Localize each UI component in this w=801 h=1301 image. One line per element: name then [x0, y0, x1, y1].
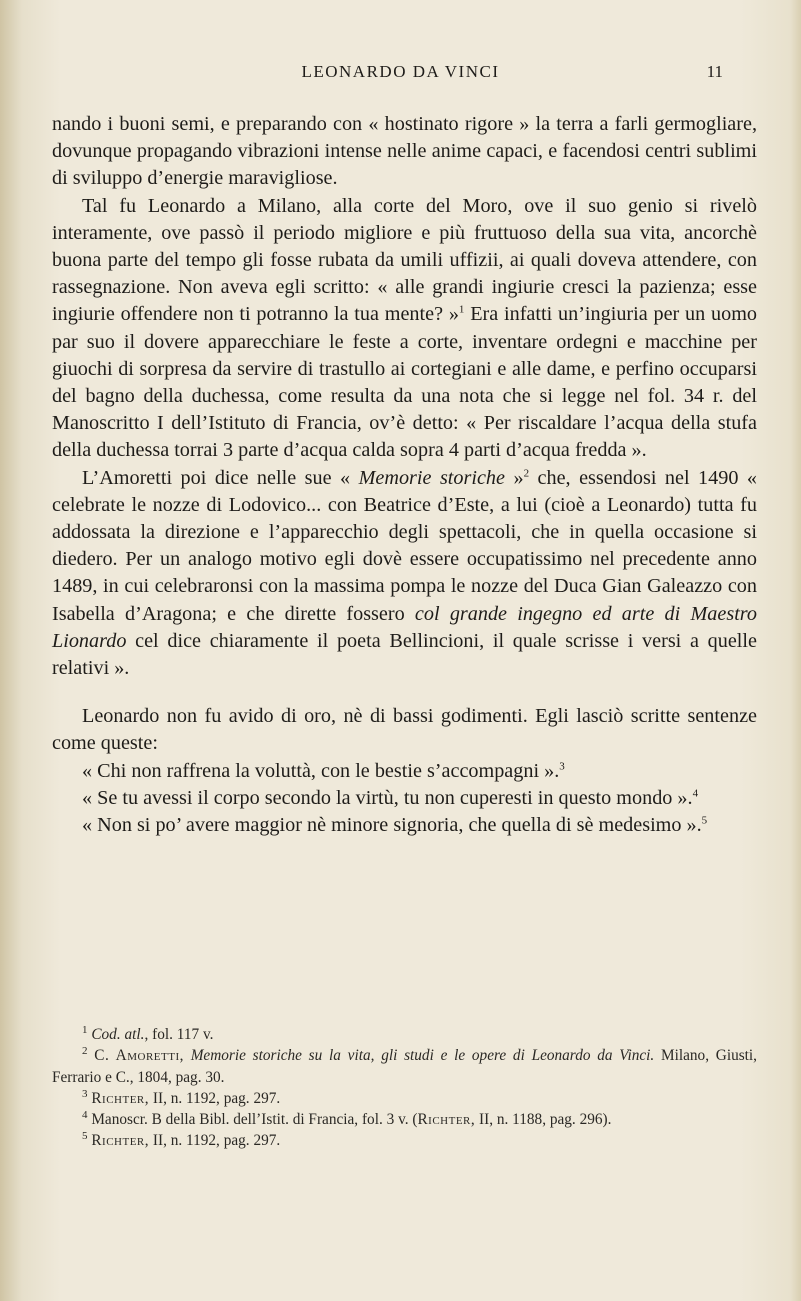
quote-1-text: « Chi non raffrena la voluttà, con le bestie s’accompagni ». [82, 759, 560, 782]
quote-1 [52, 758, 757, 785]
footnote-1-source: Cod. atl. [91, 1026, 145, 1043]
paragraph-3-text-c: che, essendosi nel 1490 « celebrate le nozze di Lodovico... con Beatrice d’Este, a lui (cioè a Leonardo) tutta fu addossata la direzione e l’apparecchio degli spettacoli, che in quella occasione si diedero. Per un analogo motivo egli dovè essere occupatissimo nel precedente anno 1489, in cui celebraronsi con la massima pompa le nozze del Duca Gian Galeazzo con Isabella d’Aragona; e che dirette fossero [52, 466, 758, 625]
footnote-3 [52, 1088, 757, 1109]
running-title: LEONARDO DA VINCI [301, 62, 500, 81]
footnote-5-text: II, n. 1192, pag. 297. [149, 1132, 281, 1150]
footnote-ref-2: 2 [523, 466, 530, 479]
footnote-2-text: Milano, Giusti, Ferrario e C., 1804, pag. 30. [52, 1047, 757, 1086]
footnote-2 [52, 1045, 757, 1088]
paragraph-2-text-a: Tal fu Leonardo a Milano, alla corte del Moro, ove il suo genio si rivelò interamente, ove passò il periodo migliore e più fruttuoso della sua vita, ancorchè buona parte del tempo gli fosse rubata da umili uffizii, ai quali doveva attendere, con rassegnazione. Non aveva egli scritto: « alle grandi ingiurie cresci la pazienza; esse ingiurie offendere non ti potranno la tua mente? » [52, 194, 757, 326]
footnote-5-mark: 5 [82, 1130, 88, 1143]
footnote-2-author: C. Amoretti, [94, 1047, 184, 1065]
paragraph-3-text-a: L’Amoretti poi dice nelle sue « [82, 466, 359, 489]
footnote-4-author: Richter, [417, 1111, 476, 1129]
main-text [52, 111, 757, 839]
quote-3-text: « Non si po’ avere maggior nè minore signoria, che quella di sè medesimo ». [82, 814, 702, 837]
footnote-1-text: , fol. 117 v. [144, 1026, 214, 1043]
footnote-5 [52, 1130, 757, 1151]
footnote-ref-4: 4 [692, 787, 699, 800]
footnote-1 [52, 1024, 757, 1045]
paragraph-3-text-d: cel dice chiaramente il poeta Bellincioni, il quale scrisse i versi a quelle relativi ». [52, 629, 757, 680]
footnote-2-title: Memorie storiche su la vita, gli studi e le opere di Leonardo da Vinci. [190, 1047, 655, 1065]
paragraph-3-title: Memorie storiche [358, 466, 505, 489]
footnote-3-mark: 3 [82, 1087, 88, 1100]
quote-2 [52, 785, 757, 812]
paragraph-2-text-b: Era infatti un’ingiuria per un uomo par suo il dovere apparecchiare le feste a corte, inventare ordegni e macchine per giuochi di sorpresa da servire di trastullo ai cortegiani e alle dame, e perfino occuparsi del bagno della duchessa, come resulta da una nota che si legge nel fol. 34 r. del Manoscritto I dell’Istituto di Francia, ov’è detto: « Per riscaldare l’acqua della stufa della duchessa torrai 3 parte d’acqua calda sopra 4 parti d’acqua fredda ». [52, 303, 758, 462]
page-number: 11 [706, 62, 723, 81]
page-header [0, 62, 801, 86]
quote-3 [52, 812, 757, 839]
footnote-ref-1: 1 [458, 303, 465, 316]
footnote-4-text-b: II, n. 1188, pag. 296). [475, 1111, 612, 1129]
paragraph-3 [52, 465, 757, 683]
paragraph-2 [52, 193, 757, 465]
quote-2-text: « Se tu avessi il corpo secondo la virtù, tu non cuperesti in questo mondo ». [82, 786, 693, 809]
footnote-ref-3: 3 [559, 759, 565, 772]
footnotes [52, 1024, 757, 1152]
footnote-4 [52, 1109, 757, 1130]
footnote-ref-5: 5 [701, 814, 708, 827]
paragraph-3-text-b: » [504, 466, 524, 489]
paragraph-4: Leonardo non fu avido di oro, nè di bassi godimenti. Egli lasciò scritte sentenze come queste: [52, 705, 757, 755]
footnote-3-author: Richter, [91, 1089, 150, 1107]
footnote-4-mark: 4 [82, 1109, 88, 1122]
paragraph-1: nando i buoni semi, e preparando con « hostinato rigore » la terra a farli germogliare, dovunque propagando vibrazioni intense nelle anime capaci, e facendosi centri sublimi di sviluppo d’energie maravigliose. [52, 113, 757, 190]
footnote-1-mark: 1 [82, 1023, 88, 1036]
footnote-5-author: Richter, [91, 1132, 150, 1150]
footnote-3-text: II, n. 1192, pag. 297. [149, 1089, 281, 1107]
footnote-2-mark: 2 [82, 1045, 88, 1058]
paragraph-3-quote-italic: col grande ingegno ed arte di Maestro Lionardo [52, 602, 757, 652]
footnote-4-text-a: Manoscr. B della Bibl. dell’Istit. di Francia, fol. 3 v. ( [91, 1111, 418, 1129]
